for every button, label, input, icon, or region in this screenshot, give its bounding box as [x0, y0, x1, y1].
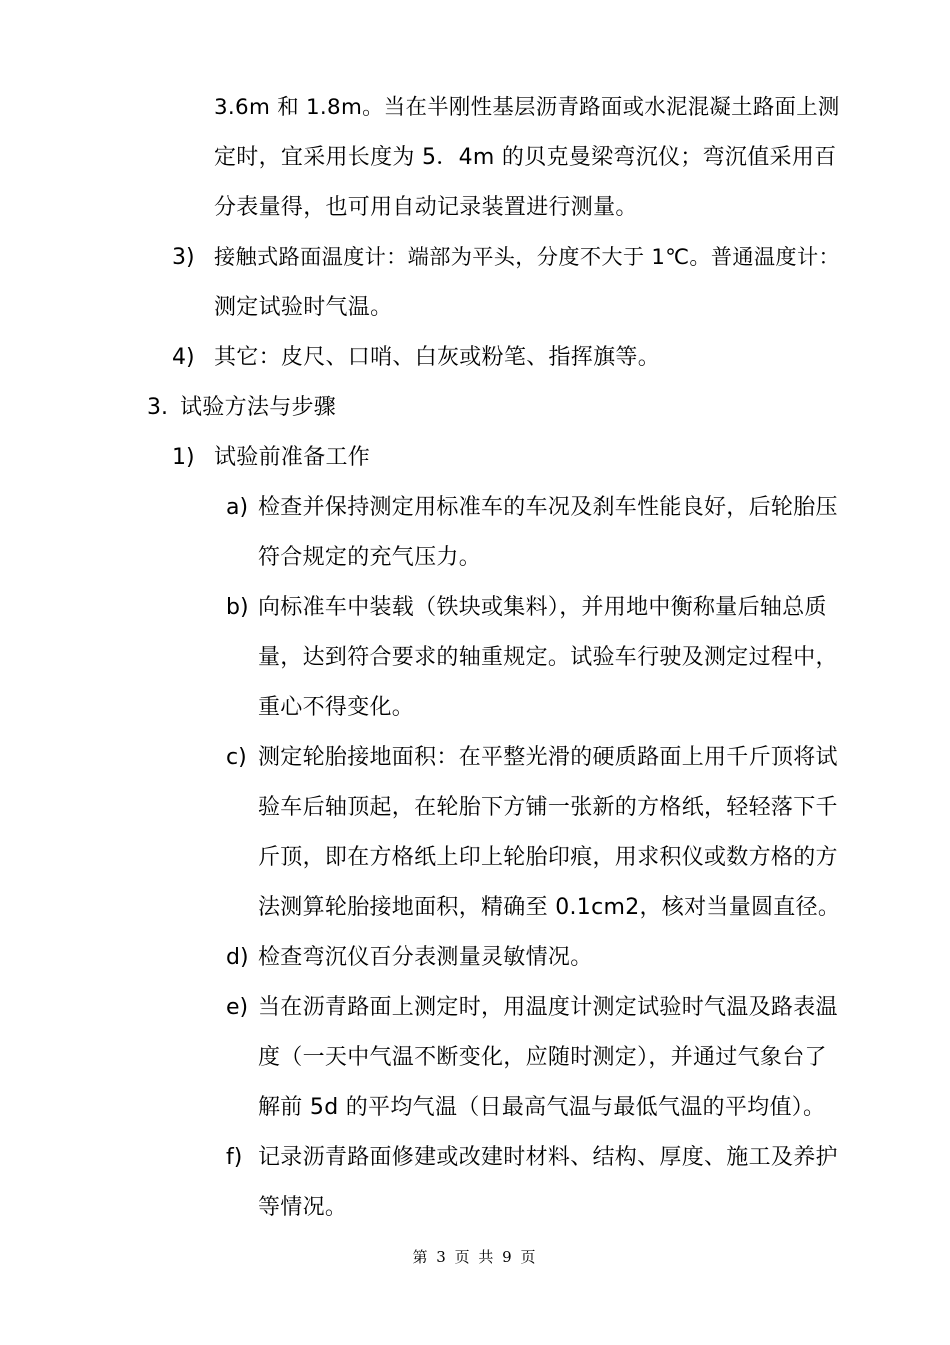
list-item-line: 验车后轴顶起，在轮胎下方铺一张新的方格纸，轻轻落下千 [258, 795, 838, 820]
paragraph-line: 分表量得，也可用自动记录装置进行测量。 [214, 195, 638, 220]
list-item-line: 接触式路面温度计：端部为平头，分度不大于 1℃。普通温度计： [214, 245, 840, 270]
paragraph-line: 3.6m 和 1.8m。当在半刚性基层沥青路面或水泥混凝土路面上测 [214, 95, 840, 120]
list-marker: c) [226, 745, 247, 770]
section-number: 3. [147, 395, 168, 420]
list-item-line: 等情况。 [258, 1195, 348, 1220]
list-item-line: 检查弯沉仪百分表测量灵敏情况。 [258, 945, 593, 970]
list-marker: a) [226, 495, 249, 520]
list-item-line: 斤顶，即在方格纸上印上轮胎印痕，用求积仪或数方格的方 [258, 845, 838, 870]
list-item-line: 法测算轮胎接地面积，精确至 0.1cm2，核对当量圆直径。 [258, 895, 841, 920]
list-item-line: 解前 5d 的平均气温（日最高气温与最低气温的平均值）。 [258, 1095, 826, 1120]
paragraph-line: 定时，宜采用长度为 5．4m 的贝克曼梁弯沉仪；弯沉值采用百 [214, 145, 837, 170]
list-item-line: 其它：皮尺、口哨、白灰或粉笔、指挥旗等。 [214, 345, 661, 370]
list-item-line: 记录沥青路面修建或改建时材料、结构、厚度、施工及养护 [258, 1145, 838, 1170]
list-marker: 1) [172, 445, 195, 470]
list-item-line: 向标准车中装载（铁块或集料），并用地中衡称量后轴总质 [258, 595, 827, 620]
list-item-line: 检查并保持测定用标准车的车况及刹车性能良好，后轮胎压 [258, 495, 838, 520]
page-footer: 第 3 页 共 9 页 [412, 1248, 538, 1266]
list-item-line: 当在沥青路面上测定时，用温度计测定试验时气温及路表温 [258, 995, 838, 1020]
list-marker: 3) [172, 245, 195, 270]
list-marker: f) [226, 1145, 243, 1170]
subsection-heading: 试验前准备工作 [214, 445, 371, 470]
list-item-line: 量，达到符合要求的轴重规定。试验车行驶及测定过程中， [258, 645, 838, 670]
list-item-line: 符合规定的充气压力。 [258, 545, 482, 570]
section-heading: 试验方法与步骤 [180, 395, 337, 420]
list-marker: e) [226, 995, 249, 1020]
list-item-line: 测定试验时气温。 [214, 295, 393, 320]
list-item-line: 重心不得变化。 [258, 695, 415, 720]
list-item-line: 度（一天中气温不断变化，应随时测定），并通过气象台了 [258, 1045, 827, 1070]
list-marker: b) [226, 595, 249, 620]
list-item-line: 测定轮胎接地面积：在平整光滑的硬质路面上用千斤顶将试 [258, 745, 838, 770]
list-marker: 4) [172, 345, 195, 370]
list-marker: d) [226, 945, 249, 970]
